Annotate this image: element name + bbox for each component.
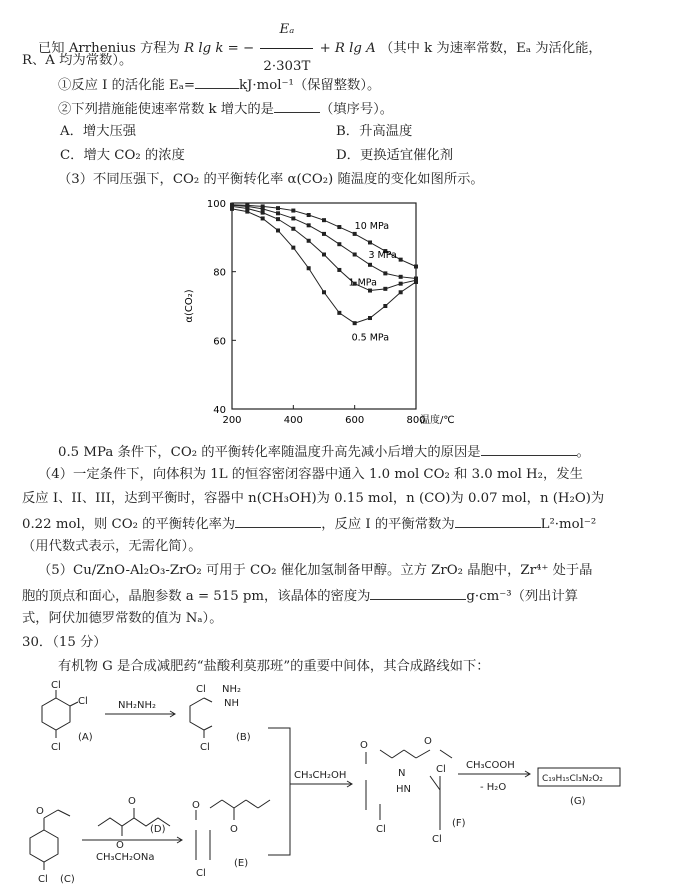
label-cl: Cl [78, 696, 88, 707]
label-cl: Cl [51, 680, 61, 691]
q4-line1: （4）一定条件下，向体积为 1L 的恒容密闭容器中通入 1.0 mol CO₂ 和 3.0 mol H₂，发生 [38, 467, 583, 482]
label-o: O [116, 840, 124, 851]
series-label: 0.5 MPa [351, 332, 390, 344]
data-point [245, 210, 249, 214]
label-cl: Cl [51, 742, 61, 753]
label-a: (A) [78, 732, 93, 743]
reagent-sodium-ethoxide: CH₃CH₂ONa [96, 852, 155, 863]
q4-line3a: 0.22 mol，则 CO₂ 的平衡转化率为 [22, 517, 236, 532]
product-g-formula: C₁₉H₁₅Cl₃N₂O₂ [542, 774, 603, 784]
equation-fraction [260, 12, 313, 85]
data-point [337, 225, 341, 229]
x-tick-label: 400 [283, 415, 303, 426]
q3b-text: 0.5 MPa 条件下，CO₂ 的平衡转化率随温度升高先减小后增大的原因是 [58, 445, 481, 460]
label-o: O [360, 740, 368, 751]
data-point [307, 239, 311, 243]
q3b-tail: 。 [576, 445, 590, 460]
data-point [291, 209, 295, 213]
label-o: O [230, 824, 238, 835]
label-nh2: NH₂ [222, 684, 242, 695]
option-c: C．增大 CO₂ 的浓度 [60, 148, 185, 163]
q4-line3c: L²·mol⁻² [540, 517, 597, 532]
data-point [399, 290, 403, 294]
x-tick-label: 800 [406, 415, 426, 426]
data-point [383, 304, 387, 308]
q30-header: 30．（15 分） [22, 635, 107, 650]
reagent-hydrazine: NH₂NH₂ [118, 700, 157, 711]
label-b: (B) [236, 732, 251, 743]
data-point [337, 311, 341, 315]
series-label: 1 MPa [348, 277, 377, 289]
compound-c-ring [30, 830, 58, 862]
compound-b-ring [190, 698, 212, 730]
intro-note: （其中 k 为速率常数，Eₐ 为活化能， [380, 41, 602, 56]
q4-line3 [22, 515, 596, 533]
intro-prefix: 已知 Arrhenius 方程为 [38, 41, 180, 56]
label-cl: Cl [200, 742, 210, 753]
data-point [399, 282, 403, 286]
label-nh: NH [224, 698, 239, 709]
data-point [383, 271, 387, 275]
equation-lhs: R lg k = − [184, 41, 255, 56]
data-point [261, 216, 265, 220]
label-e: (E) [234, 858, 249, 869]
data-point [276, 211, 280, 215]
y-tick-label: 60 [213, 336, 226, 348]
answer-blank[interactable] [274, 100, 320, 113]
label-o: O [128, 796, 136, 807]
label-cl: Cl [436, 764, 446, 775]
x-axis-label: 温度/℃ [420, 415, 455, 426]
y-axis-label: α(CO₂) [184, 289, 195, 323]
series-label: 3 MPa [368, 249, 397, 261]
q5-line2b: g·cm⁻³（列出计算 [466, 589, 579, 604]
data-point [368, 240, 372, 244]
label-cl: Cl [376, 824, 386, 835]
answer-blank[interactable] [195, 76, 239, 89]
merge-bracket [268, 728, 290, 855]
data-point [337, 242, 341, 246]
data-point [399, 258, 403, 262]
q1-unit: kJ·mol⁻¹（保留整数）。 [239, 78, 381, 93]
y-tick-label: 80 [213, 267, 226, 279]
data-point [399, 275, 403, 279]
data-point [276, 228, 280, 232]
answer-blank[interactable] [235, 515, 321, 528]
option-a: A．增大压强 [60, 124, 137, 139]
label-cl: Cl [38, 874, 48, 885]
data-point [414, 280, 418, 284]
data-point [368, 263, 372, 267]
data-point [307, 213, 311, 217]
label-cl: Cl [432, 834, 442, 845]
q2-tail: （填序号）。 [319, 102, 394, 117]
data-point [368, 289, 372, 293]
reagent-ethanol: CH₃CH₂OH [294, 770, 347, 781]
data-point [276, 217, 280, 221]
data-point [322, 232, 326, 236]
label-cl: Cl [196, 684, 206, 695]
q4-line4: （用代数式表示，无需化简）。 [22, 539, 202, 554]
data-point [291, 216, 295, 220]
reagent-acetic-acid: CH₃COOH [466, 760, 515, 771]
label-c: (C) [60, 874, 75, 885]
series-label: 10 MPa [354, 220, 390, 232]
data-point [276, 206, 280, 210]
data-point [353, 253, 357, 257]
question-2 [58, 100, 393, 118]
data-point [353, 321, 357, 325]
data-point [307, 223, 311, 227]
reagent-minus-water: - H₂O [480, 782, 507, 793]
y-tick-label: 100 [206, 199, 226, 210]
data-point [383, 287, 387, 291]
option-b: B．升高温度 [336, 124, 413, 139]
question-3b [58, 443, 590, 461]
label-n: N [398, 768, 406, 779]
conversion-chart [180, 195, 455, 440]
data-point [322, 218, 326, 222]
label-o: O [192, 800, 200, 811]
series-line [232, 205, 416, 278]
fraction-numerator: Eₐ [260, 12, 313, 49]
synthesis-scheme [0, 680, 692, 885]
data-point [291, 246, 295, 250]
label-o: O [36, 806, 44, 817]
label-g: (G) [570, 796, 586, 807]
data-point [261, 211, 265, 215]
y-tick-label: 40 [213, 405, 226, 416]
q5-line1: （5）Cu/ZnO-Al₂O₃-ZrO₂ 可用于 CO₂ 催化加氢制备甲醇。立方 ZrO₂ 晶胞中，Zr⁴⁺ 处于晶 [38, 563, 593, 578]
x-tick-label: 200 [222, 415, 242, 426]
data-point [261, 207, 265, 211]
label-d: (D) [150, 824, 166, 835]
question-1 [58, 76, 380, 94]
equation-rhs: + R lg A [319, 41, 376, 56]
chart-labels [184, 199, 455, 426]
q5-line2 [22, 587, 578, 605]
q1-text: ①反应 I 的活化能 Eₐ= [58, 78, 195, 93]
label-cl: Cl [196, 868, 206, 879]
fraction-denominator: 2·303T [263, 59, 311, 74]
data-point [414, 265, 418, 269]
data-point [322, 290, 326, 294]
data-point [353, 232, 357, 236]
answer-blank[interactable] [455, 515, 541, 528]
intro-line2: R、A 均为常数）。 [22, 53, 133, 68]
q5-line3: 式，阿伏加德罗常数的值为 Nₐ）。 [22, 611, 223, 626]
answer-blank[interactable] [370, 587, 466, 600]
answer-blank[interactable] [481, 443, 577, 456]
data-point [230, 207, 234, 211]
data-point [368, 316, 372, 320]
data-point [307, 266, 311, 270]
option-d: D．更换适宜催化剂 [336, 148, 454, 163]
question-3: （3）不同压强下，CO₂ 的平衡转化率 α(CO₂) 随温度的变化如图所示。 [58, 172, 484, 187]
data-point [337, 268, 341, 272]
label-hn: HN [396, 784, 411, 795]
x-tick-label: 600 [345, 415, 365, 426]
compound-a-ring [42, 698, 70, 730]
label-f: (F) [452, 818, 466, 829]
q4-line3b: ，反应 I 的平衡常数为 [321, 517, 455, 532]
q5-line2a: 胞的顶点和面心，晶胞参数 a = 515 pm，该晶体的密度为 [22, 589, 371, 604]
q2-text: ②下列措施能使速率常数 k 增大的是 [58, 102, 274, 117]
q4-line2: 反应 I、II、III，达到平衡时，容器中 n(CH₃OH)为 0.15 mol，n (CO)为 0.07 mol，n (H₂O)为 [22, 491, 605, 506]
label-o: O [424, 736, 432, 747]
data-point [291, 227, 295, 231]
chart-series [230, 203, 418, 325]
q30-text: 有机物 G 是合成减肥药“盐酸利莫那班”的重要中间体，其合成路线如下： [58, 659, 490, 674]
data-point [322, 253, 326, 257]
